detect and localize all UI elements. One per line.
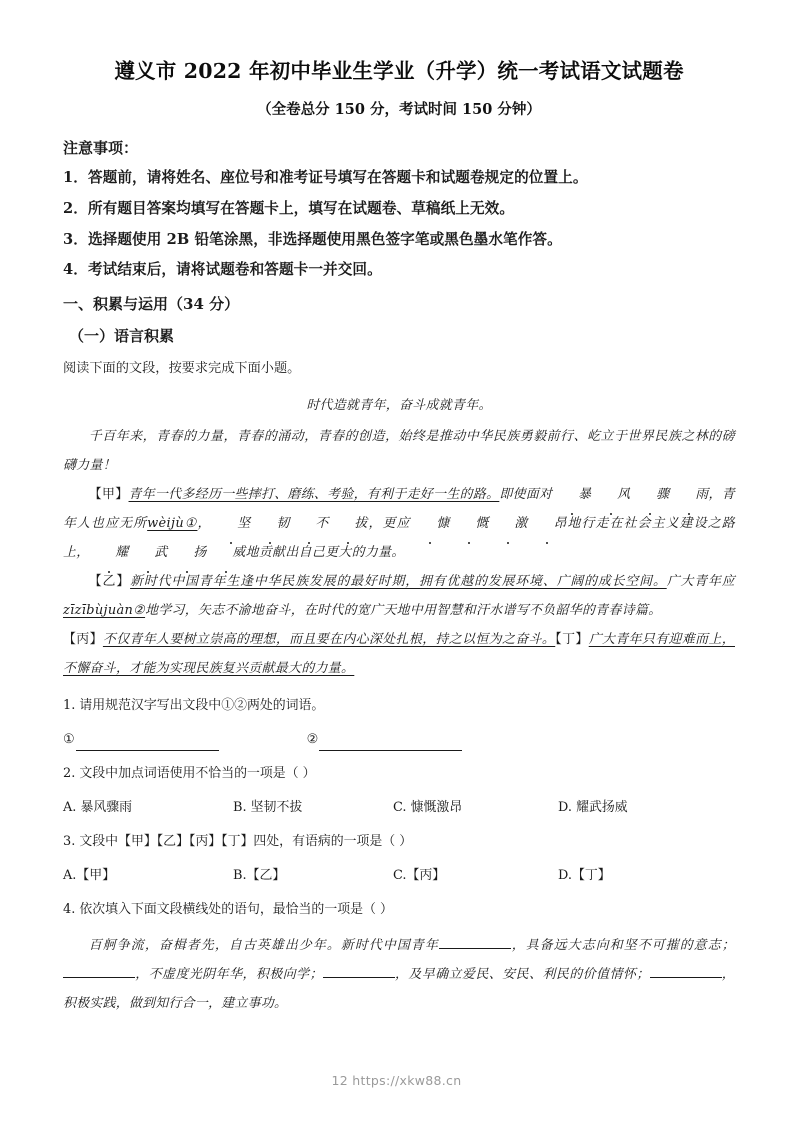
blank-line-2[interactable] [319,737,462,751]
notice-item-1: 1．答题前，请将姓名、座位号和准考证号填写在答题卡和试题卷规定的位置上。 [63,169,588,187]
jia-dotted-word-2: 坚 韧 不 拔 [211,516,367,531]
question-2-options [63,797,735,819]
fill-text-1: 百舸争流，奋楫者先，自古英雄出少年。新时代中国青年 [88,937,439,953]
question-1-answer-row [63,730,735,751]
fill-blank-4[interactable] [650,965,722,978]
jia-text-f: 地贡献出自己更大的力量。 [245,545,405,561]
question-2-option-d[interactable]: D. 耀武扬威 [558,799,628,815]
label-bing: 【丙】 [63,632,103,648]
fill-blank-1[interactable] [439,936,511,949]
label-ding: 【丁】 [555,632,589,648]
fill-blank-2[interactable] [63,965,135,978]
blank-label-2: ② [306,732,319,748]
passage-epigraph: 时代造就青年，奋斗成就青年。 [306,398,492,414]
notice-item-3: 3．选择题使用 2B 铅笔涂黑，非选择题使用黑色签字笔或黑色墨水笔作答。 [63,230,562,248]
reading-instruction: 阅读下面的文段，按要求完成下面小题。 [63,361,301,377]
section-heading-one: 一、积累与运用（34 分） [63,295,240,314]
jia-pinyin-1: wèijù① [147,516,198,532]
yi-underlined-clause: 新时代中国青年生逢中华民族发展的最好时期，拥有优越的发展环境、广阔的成长空间。 [130,574,667,590]
blank-label-1: ① [63,732,75,748]
question-2-option-c[interactable]: C. 慷慨激昂 [393,799,463,815]
question-3-option-a[interactable]: A.【甲】 [63,867,116,883]
jia-dotted-word-3: 慷 慨 激 昂 [411,516,567,531]
answer-blank-1[interactable] [63,730,219,751]
fill-text-5: ，积极实践，做到知行合一，建立事功。 [63,966,735,1011]
yi-pinyin-2: zīzībùjuàn② [63,603,146,619]
passage-paragraph-1: 千百年来，青春的力量，青春的涌动，青春的创造，始终是推动中华民族勇毅前行、屹立于世界民族之林的磅礴力量！ [63,429,735,474]
question-2-stem: 2. 文段中加点词语使用不恰当的一项是（ ） [63,766,316,782]
question-3-options [63,865,735,887]
page-title: 遵义市 2022 年初中毕业生学业（升学）统一考试语文试题卷 [114,59,684,83]
question-2-option-a[interactable]: A. 暴风骤雨 [63,799,133,815]
jia-text-e: 地行走在社会主义建设之路上， [63,516,735,561]
passage-paragraph-yi [63,567,735,625]
yi-text-a: 广大青年应 [666,574,735,590]
passage-paragraph-bing-ding [63,625,735,683]
footer-watermark: 12 https://xkw88.cn [331,1073,462,1088]
bing-underlined-clause: 不仅青年人要树立崇高的理想，而且要在内心深处扎根，持之以恒为之奋斗。 [102,632,556,648]
fill-blank-3[interactable] [323,965,395,978]
yi-text-b: 地学习，矢志不渝地奋斗，在时代的宽广天地中用智慧和汗水谱写不负韶华的青春诗篇。 [145,603,662,619]
question-2-option-b[interactable]: B. 坚韧不拔 [233,799,303,815]
answer-blank-2[interactable] [307,730,463,751]
fill-text-4: ，及早确立爱民、安民、利民的价值情怀； [394,966,650,982]
notice-item-2: 2．所有题目答案均填写在答题卡上，填写在试题卷、草稿纸上无效。 [63,200,515,218]
blank-spacer [219,730,307,751]
label-jia: 【甲】 [88,487,129,503]
fill-text-3: ，不虚度光阴年华，积极向学； [135,966,323,982]
page-content [63,58,735,1018]
subsection-heading-language: （一）语言积累 [69,326,175,345]
jia-dotted-word-1: 暴 风 骤 雨 [552,487,708,502]
question-3-option-b[interactable]: B.【乙】 [233,867,286,883]
question-1-stem: 1. 请用规范汉字写出文段中①②两处的词语。 [63,698,325,714]
question-3-option-d[interactable]: D.【丁】 [558,867,611,883]
jia-dotted-word-4: 耀 武 扬 威 [89,545,245,560]
question-3-stem: 3. 文段中【甲】【乙】【丙】【丁】四处，有语病的一项是（ ） [63,833,413,849]
notice-heading: 注意事项： [63,138,139,157]
label-yi: 【乙】 [88,574,131,590]
ding-underlined-clause: 广大青年只有迎难而上，不懈奋斗，才能为实现民族复兴贡献最大的力量。 [63,632,735,677]
jia-text-a: 即使面对 [499,487,553,503]
question-3-option-c[interactable]: C.【丙】 [393,867,446,883]
jia-text-b: ，青年人也应无所 [63,487,735,532]
jia-text-c: ， [197,516,212,532]
blank-line-1[interactable] [76,737,219,751]
fill-text-2: ，具备远大志向和坚不可摧的意志； [510,937,735,953]
jia-underlined-clause: 青年一代多经历一些摔打、磨练、考验，有利于走好一生的路。 [128,487,500,503]
passage-paragraph-jia [63,480,735,567]
notice-item-4: 4．考试结束后，请将试题卷和答题卡一并交回。 [63,261,382,279]
page-subtitle: （全卷总分 150 分，考试时间 150 分钟） [257,100,541,118]
question-4-passage [63,931,735,1018]
jia-text-d: ，更应 [367,516,411,532]
question-4-stem: 4. 依次填入下面文段横线处的语句，最恰当的一项是（ ） [63,901,393,917]
